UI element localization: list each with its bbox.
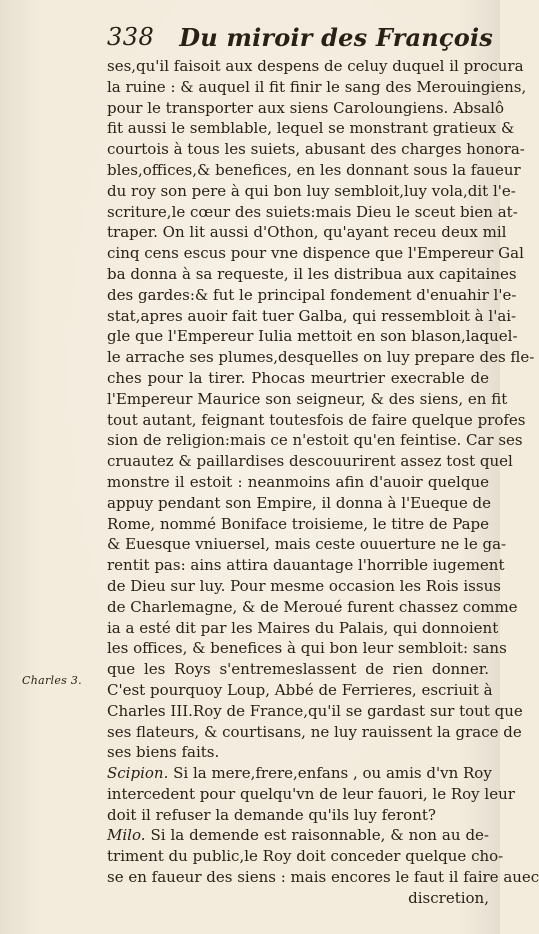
line-text: intercedent pour quelqu'vn de leur fauori, le Roy leur bbox=[107, 784, 515, 803]
page-number: 338 bbox=[107, 23, 155, 51]
text-line bbox=[107, 56, 524, 77]
text-line bbox=[107, 534, 507, 555]
text-line bbox=[107, 347, 535, 368]
text-line bbox=[107, 555, 505, 576]
text-line bbox=[107, 202, 518, 223]
text-line bbox=[107, 514, 489, 535]
line-text: rentit pas: ains attira dauantage l'horrible iugement bbox=[107, 556, 505, 575]
speaker-name: Milo. bbox=[107, 826, 146, 845]
page-header bbox=[107, 20, 493, 54]
line-text: appuy pendant son Empire, il donna à l'Eueque de bbox=[107, 493, 492, 512]
line-text: stat,apres auoir fait tuer Galba, qui ressembloit à l'ai- bbox=[107, 306, 517, 325]
text-line bbox=[107, 98, 504, 119]
line-text: ses biens faits. bbox=[107, 743, 220, 762]
line-text: se en faueur des siens : mais encores le faut il faire auec bbox=[107, 868, 539, 887]
text-line bbox=[107, 805, 489, 826]
line-text: que les Roys s'entremeslassent de rien donner. bbox=[107, 660, 489, 679]
text-line bbox=[107, 825, 489, 846]
text-line bbox=[107, 846, 504, 867]
line-text: traper. On lit aussi d'Othon, qu'ayant receu deux mil bbox=[107, 223, 507, 242]
text-line bbox=[107, 451, 513, 472]
text-line bbox=[107, 618, 499, 639]
line-text: de Dieu sur luy. Pour mesme occasion les Rois issus bbox=[107, 576, 501, 595]
text-line bbox=[107, 638, 507, 659]
line-text: C'est pourquoy Loup, Abbé de Ferrieres, escriuit à bbox=[107, 680, 493, 699]
text-line bbox=[107, 659, 489, 680]
line-text: tout autant, feignant toutesfois de faire quelque profes bbox=[107, 410, 526, 429]
line-text: de Charlemagne, & de Meroué furent chassez comme bbox=[107, 597, 518, 616]
line-text: l'Empereur Maurice son seigneur, & des siens, en fit bbox=[107, 389, 508, 408]
line-text: Si la demende est raisonnable, & non au de- bbox=[145, 826, 489, 845]
line-text: des gardes:& fut le principal fondement d'enuahir l'e- bbox=[107, 285, 517, 304]
text-line bbox=[107, 264, 517, 285]
text-line bbox=[107, 77, 527, 98]
text-line bbox=[107, 243, 524, 264]
line-text: gle que l'Empereur Iulia mettoit en son blason,laquel- bbox=[107, 327, 518, 346]
line-text: cruautez & paillardises descouurirent assez tost quel bbox=[107, 452, 513, 471]
line-text: les offices, & benefices à qui bon leur sembloit: sans bbox=[107, 639, 507, 658]
text-line bbox=[107, 701, 523, 722]
text-line bbox=[107, 722, 522, 743]
text-line bbox=[107, 784, 515, 805]
running-title: Du miroir des François bbox=[179, 22, 493, 52]
line-text: bles,offices,& benefices, en les donnant sous la faueur bbox=[107, 160, 521, 179]
line-text: ia a esté dit par les Maires du Palais, qui donnoient bbox=[107, 618, 499, 637]
body-text bbox=[107, 56, 539, 909]
line-text: triment du public,le Roy doit conceder quelque cho- bbox=[107, 847, 504, 866]
margin-note: Charles 3. bbox=[22, 674, 82, 687]
text-line bbox=[107, 867, 539, 888]
text-line bbox=[107, 430, 523, 451]
line-text: le arrache ses plumes,desquelles on luy prepare des fle- bbox=[107, 348, 535, 367]
line-text: ses,qu'il faisoit aux despens de celuy duquel il procura bbox=[107, 57, 524, 75]
text-line bbox=[107, 597, 518, 618]
line-text: du roy son pere à qui bon luy sembloit,luy vola,dit l'e- bbox=[107, 181, 516, 200]
text-line bbox=[107, 222, 507, 243]
line-text: discretion, bbox=[408, 888, 489, 907]
text-line bbox=[107, 410, 526, 431]
text-line bbox=[107, 118, 515, 139]
line-text: Si la mere,frere,enfans , ou amis d'vn Roy bbox=[168, 764, 492, 783]
text-line bbox=[107, 368, 489, 389]
text-line bbox=[107, 763, 492, 784]
line-text: la ruine : & auquel il fit finir le sang des Merouingiens, bbox=[107, 77, 527, 96]
line-text: scriture,le cœur des suiets:mais Dieu le sceut bien at- bbox=[107, 202, 518, 221]
text-line bbox=[107, 389, 508, 410]
line-text: cinq cens escus pour vne dispence que l'Empereur Gal bbox=[107, 244, 524, 263]
line-text: & Euesque vniuersel, mais ceste ouuerture ne le ga- bbox=[107, 535, 507, 554]
text-line bbox=[107, 680, 493, 701]
line-text: ches pour la tirer. Phocas meurtrier execrable de bbox=[107, 368, 489, 387]
line-text: Charles III.Roy de France,qu'il se gardast sur tout que bbox=[107, 701, 523, 720]
text-line bbox=[107, 742, 489, 763]
text-line bbox=[107, 160, 521, 181]
line-text: courtois à tous les suiets, abusant des charges honora- bbox=[107, 140, 525, 159]
text-line bbox=[107, 326, 518, 347]
text-line bbox=[107, 306, 517, 327]
line-text: doit il refuser la demande qu'ils luy feront? bbox=[107, 805, 436, 824]
line-text: ba donna à sa requeste, il les distribua aux capitaines bbox=[107, 264, 517, 283]
text-line bbox=[107, 139, 525, 160]
text-line bbox=[107, 285, 517, 306]
text-line bbox=[107, 888, 489, 909]
line-text: Rome, nommé Boniface troisieme, le titre de Pape bbox=[107, 514, 490, 533]
text-line bbox=[107, 576, 501, 597]
speaker-name: Scipion. bbox=[107, 764, 169, 783]
line-text: ses flateurs, & courtisans, ne luy rauissent la grace de bbox=[107, 722, 522, 741]
text-line bbox=[107, 472, 489, 493]
line-text: sion de religion:mais ce n'estoit qu'en feintise. Car ses bbox=[107, 431, 523, 450]
text-line bbox=[107, 181, 516, 202]
line-text: fit aussi le semblable, lequel se monstrant gratieux & bbox=[107, 119, 515, 138]
line-text: monstre il estoit : neanmoins afin d'auoir quelque bbox=[107, 472, 489, 491]
text-line bbox=[107, 493, 492, 514]
line-text: pour le transporter aux siens Caroloungiens. Absalô bbox=[107, 98, 504, 117]
